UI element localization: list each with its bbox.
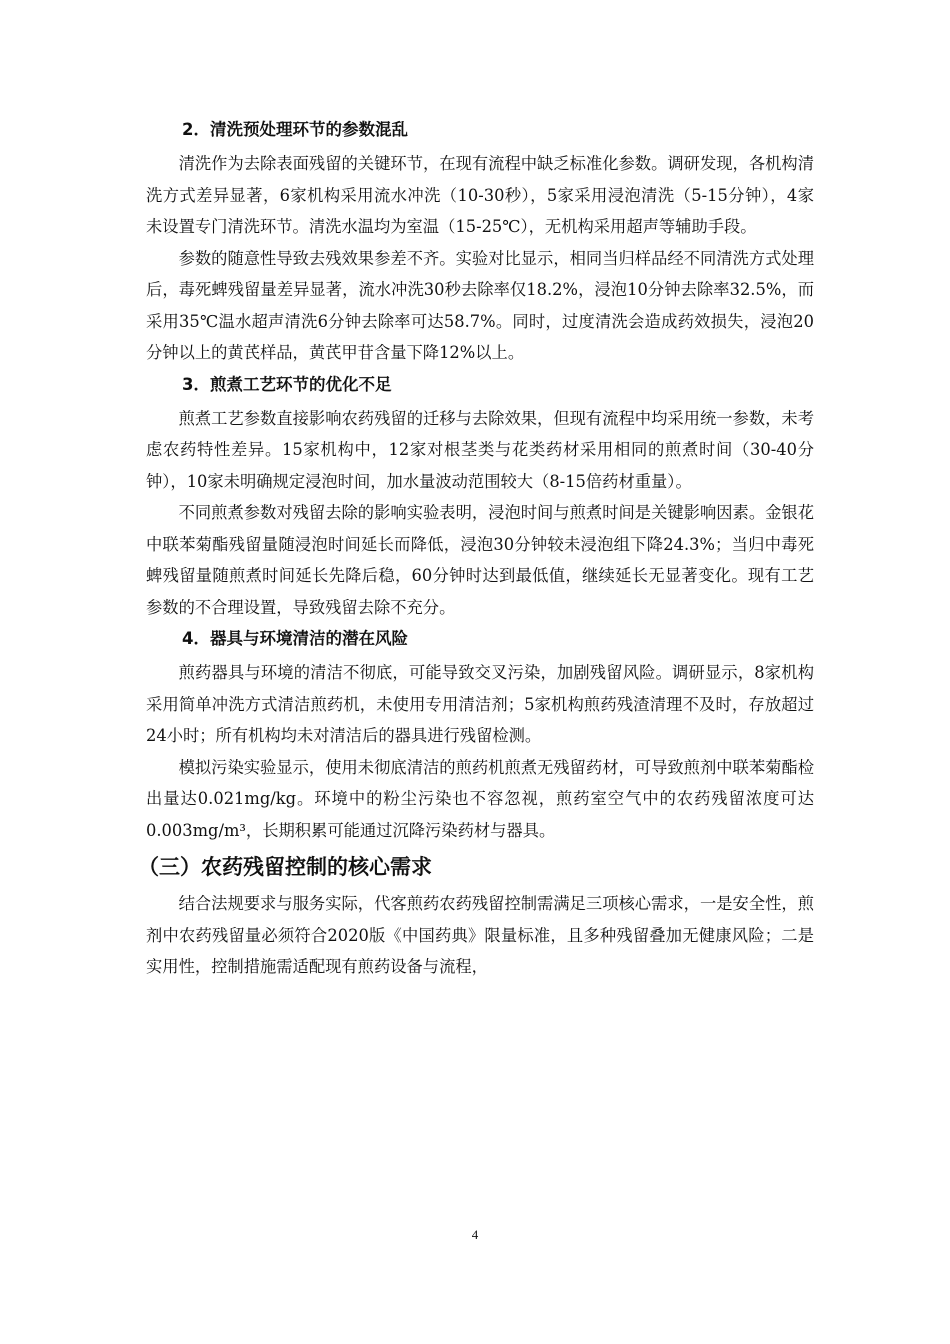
body-paragraph: 清洗作为去除表面残留的关键环节，在现有流程中缺乏标准化参数。调研发现，各机构清洗方式差异显著，6家机构采用流水冲洗（10-30秒），5家采用浸泡清洗（5-15分钟），4家未设置专门清洗环节。清洗水温均为室温（15-25℃），无机构采用超声等辅助手段。 <box>146 154 814 236</box>
subsection-equipment <box>146 627 814 846</box>
subsection-heading: 4．器具与环境清洁的潜在风险 <box>182 629 408 648</box>
page-body <box>138 114 814 983</box>
page-number: 4 <box>471 1227 479 1242</box>
body-paragraph: 结合法规要求与服务实际，代客煎药农药残留控制需满足三项核心需求，一是安全性，煎剂中农药残留量必须符合2020版《中国药典》限量标准，且多种残留叠加无健康风险；二是实用性，控制措施需适配现有煎药设备与流程， <box>146 894 814 976</box>
body-paragraph: 煎药器具与环境的清洁不彻底，可能导致交叉污染，加剧残留风险。调研显示，8家机构采用简单冲洗方式清洁煎药机，未使用专用清洁剂；5家机构煎药残渣清理不及时，存放超过24小时；所有机构均未对清洁后的器具进行残留检测。 <box>146 663 814 745</box>
body-paragraph: 不同煎煮参数对残留去除的影响实验表明，浸泡时间与煎煮时间是关键影响因素。金银花中联苯菊酯残留量随浸泡时间延长而降低，浸泡30分钟较未浸泡组下降24.3%；当归中毒死蜱残留量随煎煮时间延长先降后稳，60分钟时达到最低值，继续延长无显著变化。现有工艺参数的不合理设置，导致残留去除不充分。 <box>146 503 814 617</box>
subsection-cleaning <box>146 118 814 369</box>
body-paragraph: 模拟污染实验显示，使用未彻底清洁的煎药机煎煮无残留药材，可导致煎剂中联苯菊酯检出量达0.021mg/kg。环境中的粉尘污染也不容忽视，煎药室空气中的农药残留浓度可达0.003mg/m³，长期积累可能通过沉降污染药材与器具。 <box>146 757 814 840</box>
subsection-heading: 3．煎煮工艺环节的优化不足 <box>182 374 392 394</box>
body-paragraph: 参数的随意性导致去残效果参差不齐。实验对比显示，相同当归样品经不同清洗方式处理后，毒死蜱残留量差异显著，流水冲洗30秒去除率仅18.2%，浸泡10分钟去除率32.5%，而采用35℃温水超声清洗6分钟去除率可达58.7%。同时，过度清洗会造成药效损失，浸泡20分钟以上的黄芪样品，黄芪甲苷含量下降12%以上。 <box>146 248 814 362</box>
section-heading: （三）农药残留控制的核心需求 <box>138 855 432 879</box>
section-core-needs <box>138 850 814 983</box>
subsection-heading: 2．清洗预处理环节的参数混乱 <box>182 120 408 139</box>
body-paragraph: 煎煮工艺参数直接影响农药残留的迁移与去除效果，但现有流程中均采用统一参数，未考虑农药特性差异。15家机构中，12家对根茎类与花类药材采用相同的煎煮时间（30-40分钟），10家未明确规定浸泡时间，加水量波动范围较大（8-15倍药材重量）。 <box>146 408 814 491</box>
subsection-decoction <box>146 373 814 624</box>
